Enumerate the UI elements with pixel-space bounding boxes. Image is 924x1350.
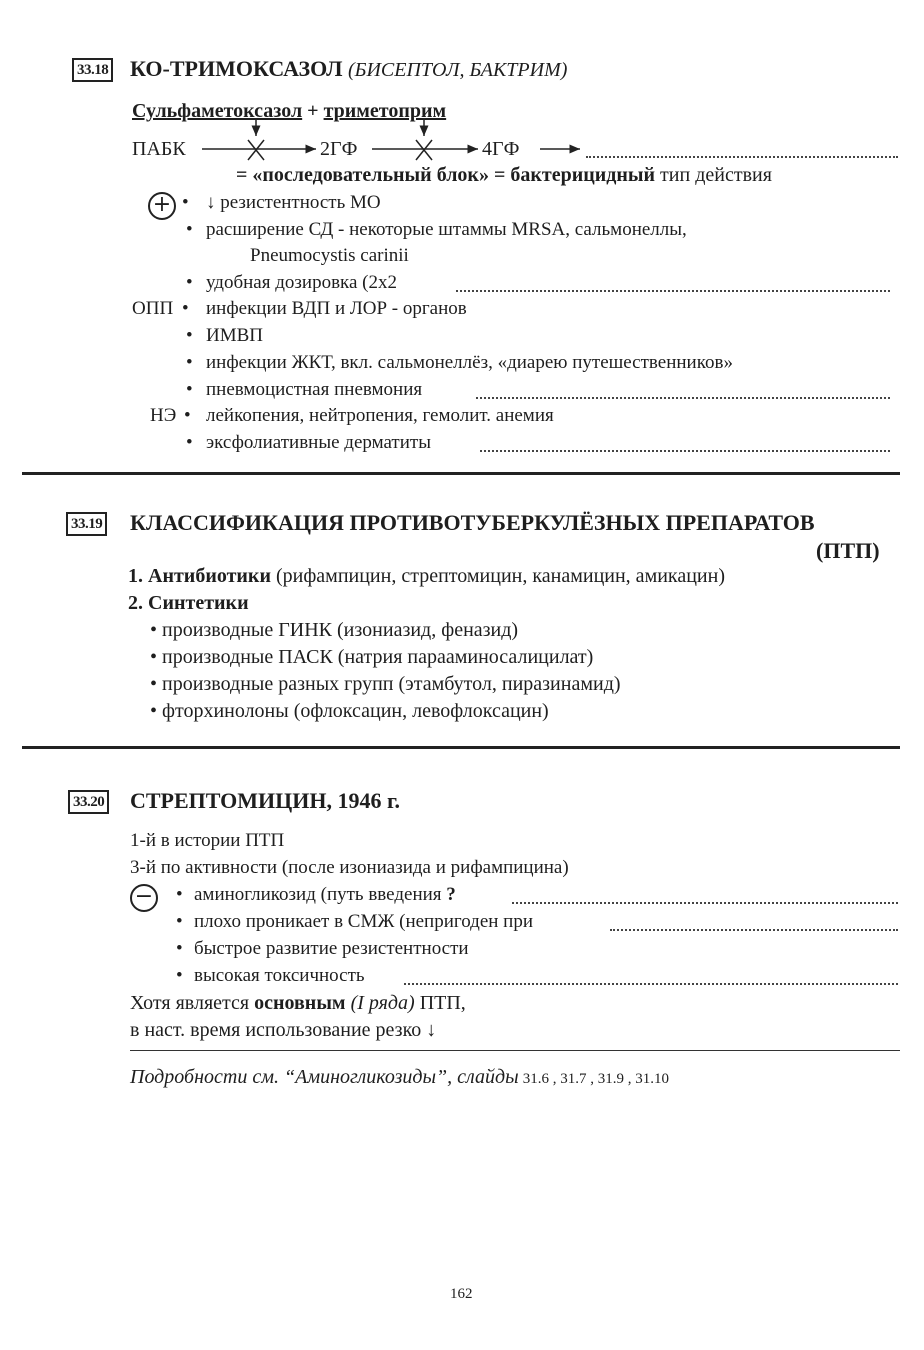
path-arrows-diagram xyxy=(190,118,590,164)
block-eq: = «последовательный блок» = xyxy=(236,164,506,186)
pros-bullet: • xyxy=(186,219,193,240)
section-divider xyxy=(22,746,900,749)
ptp-group-2-label: 2. Синтетики xyxy=(128,592,249,614)
page-number: 162 xyxy=(450,1286,473,1302)
pros-item-1: ↓ резистентность МО xyxy=(206,192,381,213)
pros-bullet: • xyxy=(182,192,189,213)
combo-plus: + xyxy=(307,100,319,122)
fill-dots xyxy=(480,450,890,452)
ne-bullet: • xyxy=(184,405,191,426)
conclusion-line-2: в наст. время использование резко ↓ xyxy=(130,1019,437,1041)
ptp-subgroup-3: • производные разных групп (этамбутол, пиразинамид) xyxy=(150,673,621,695)
ne-label: НЭ xyxy=(150,405,177,426)
pros-bullet: • xyxy=(186,272,193,293)
fill-dots xyxy=(512,902,898,904)
opp-item-2: ИМВП xyxy=(206,325,264,346)
ptp-group-1-label: 1. Антибиотики xyxy=(128,565,271,587)
section-number: 33.20 xyxy=(68,790,109,814)
opp-item-3: инфекции ЖКТ, вкл. сальмонеллёз, «диарею путешественников» xyxy=(206,352,733,373)
cons-item-1-text: аминогликозид (путь введения xyxy=(194,884,442,905)
pros-item-3: удобная дозировка (2х2 xyxy=(206,272,397,293)
cons-item-4: высокая токсичность xyxy=(194,965,365,986)
pros-item-2: расширение СД - некоторые штаммы MRSA, сальмонеллы, xyxy=(206,219,687,240)
opp-bullet: • xyxy=(186,325,193,346)
block-bactericidal: бактерицидный xyxy=(510,164,656,186)
title-text: КО-ТРИМОКСАЗОЛ xyxy=(130,56,343,81)
cons-bullet: • xyxy=(176,938,183,959)
reference-text: Подробности см. “Аминогликозиды”, слайды xyxy=(130,1066,519,1088)
section-title: КЛАССИФИКАЦИЯ ПРОТИВОТУБЕРКУЛЁЗНЫХ ПРЕПАРАТОВ xyxy=(130,510,815,535)
cons-item-3: быстрое развитие резистентности xyxy=(194,938,469,959)
plus-circle-icon: + xyxy=(148,192,176,220)
opp-item-1: инфекции ВДП и ЛОР - органов xyxy=(206,298,467,319)
opp-bullet: • xyxy=(186,352,193,373)
reference-line xyxy=(130,1066,669,1089)
section-title-abbr: (ПТП) xyxy=(816,538,880,563)
fill-dots xyxy=(404,983,898,985)
pros-item-2-cont: Pneumocystis carinii xyxy=(250,245,409,266)
strep-fact-1: 1-й в истории ПТП xyxy=(130,830,285,851)
ptp-subgroup-1: • производные ГИНК (изониазид, феназид) xyxy=(150,619,519,641)
ptp-subgroup-4: • фторхинолоны (офлоксацин, левофлоксацин) xyxy=(150,700,549,722)
cons-item-1 xyxy=(194,884,456,906)
section-divider xyxy=(22,472,900,475)
conclusion-line: (I ряда) xyxy=(350,992,415,1014)
path-end: 4ГФ xyxy=(482,138,520,160)
opp-label: ОПП xyxy=(132,298,174,319)
combo-drug-b: триметоприм xyxy=(323,100,447,122)
opp-item-4: пневмоцистная пневмония xyxy=(206,379,423,400)
opp-bullet: • xyxy=(186,379,193,400)
block-line xyxy=(236,164,772,187)
fill-dots xyxy=(476,397,890,399)
reference-slides: 31.6 , 31.7 , 31.9 , 31.10 xyxy=(522,1071,669,1087)
conclusion-line-1 xyxy=(130,992,466,1015)
conclusion-a: Хотя является xyxy=(130,992,250,1014)
fill-dots xyxy=(586,156,898,158)
conclusion-main: основным xyxy=(254,992,346,1014)
cons-bullet: • xyxy=(176,884,183,905)
path-mid: 2ГФ xyxy=(320,138,358,160)
opp-bullet: • xyxy=(182,298,189,319)
reference-divider xyxy=(130,1050,900,1051)
combo-drug-a: Сульфаметоксазол xyxy=(132,100,303,122)
title-synonyms: (БИСЕПТОЛ, БАКТРИМ) xyxy=(348,59,568,81)
section-number: 33.18 xyxy=(72,58,113,82)
conclusion-d: ПТП, xyxy=(419,992,466,1014)
minus-circle-icon: − xyxy=(130,884,158,912)
ne-item-2: эксфолиативные дерматиты xyxy=(206,432,431,453)
section-title xyxy=(130,56,567,82)
fill-dots xyxy=(610,929,898,931)
ne-bullet: • xyxy=(186,432,193,453)
cons-bullet: • xyxy=(176,965,183,986)
cons-item-2: плохо проникает в СМЖ (непригоден при xyxy=(194,911,534,932)
section-title: СТРЕПТОМИЦИН, 1946 г. xyxy=(130,788,401,813)
ne-item-1: лейкопения, нейтропения, гемолит. анемия xyxy=(206,405,554,426)
block-type: тип действия xyxy=(660,164,772,186)
fill-dots xyxy=(456,290,890,292)
cons-bullet: • xyxy=(176,911,183,932)
ptp-group-1 xyxy=(128,565,725,588)
path-start: ПАБК xyxy=(132,138,186,160)
section-number: 33.19 xyxy=(66,512,107,536)
ptp-group-1-examples: (рифампицин, стрептомицин, канамицин, амикацин) xyxy=(275,565,725,587)
ptp-subgroup-2: • производные ПАСК (натрия парааминосалицилат) xyxy=(150,646,594,668)
cons-item-1-question: ? xyxy=(446,884,456,905)
strep-fact-2: 3-й по активности (после изониазида и рифампицина) xyxy=(130,857,569,878)
